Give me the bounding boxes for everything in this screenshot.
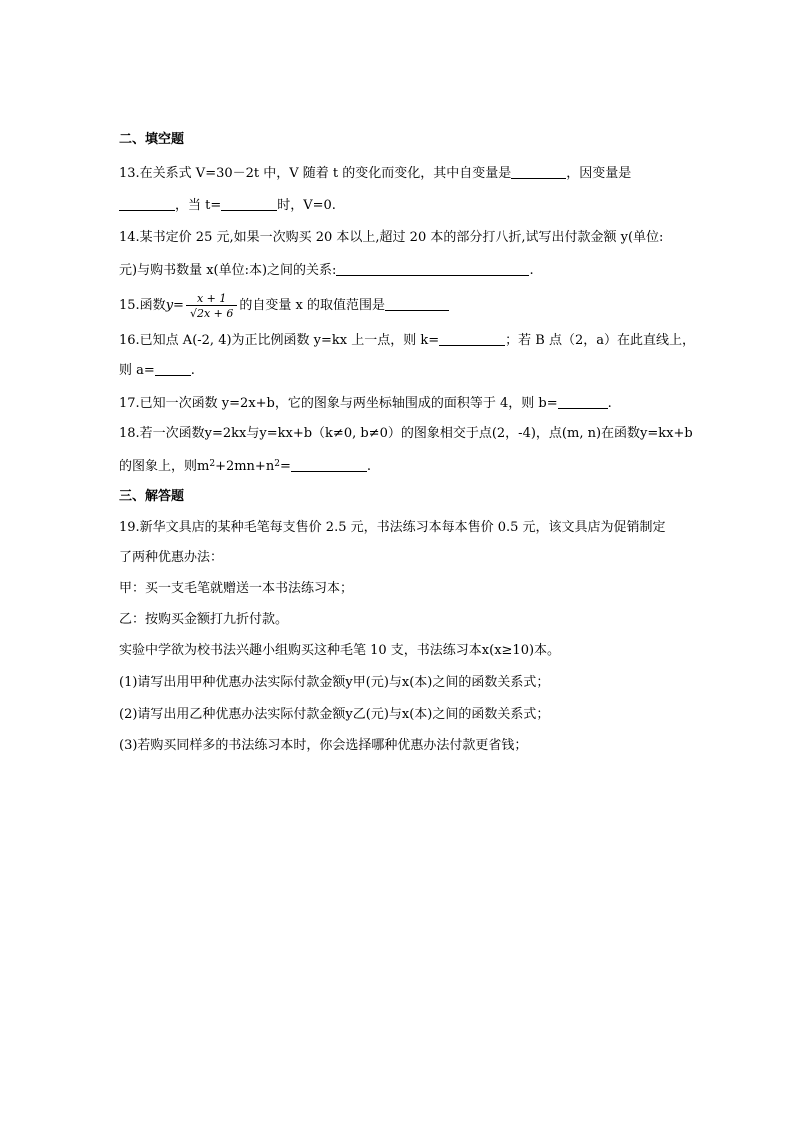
q19-line2: 了两种优惠办法： <box>119 550 224 565</box>
q13-text-a: 13.在关系式 V=30－2t 中，V 随着 t 的变化而变化，其中自变量是 <box>119 166 512 181</box>
q16-line1 <box>119 331 695 350</box>
q15-blank-range[interactable] <box>385 296 449 311</box>
q18-sup2: 2 <box>274 459 280 469</box>
q16-text-c: 则 a= <box>119 363 155 378</box>
q13-line2 <box>119 196 336 215</box>
q13-blank-t[interactable] <box>221 196 277 211</box>
q19-subquestion-2: (2)请写出用乙种优惠办法实际付款金额y乙(元)与x(本)之间的函数关系式； <box>119 707 550 722</box>
q13-blank-dependent[interactable] <box>119 196 175 211</box>
q16-text-b: ；若 B 点（2，a）在此直线上， <box>505 333 695 348</box>
q16-blank-a[interactable] <box>155 361 191 376</box>
q15-denominator: √2x + 6 <box>189 306 234 320</box>
q17-blank-b[interactable] <box>558 394 608 409</box>
q19-line5: 实验中学欲为校书法兴趣小组购买这种毛笔 10 支，书法练习本x(x≥10)本。 <box>119 643 561 658</box>
q18-text-c: = <box>279 459 291 474</box>
q15-prefix: 15.函数 <box>119 298 166 313</box>
q16-line2 <box>119 361 195 380</box>
q18-text-a: 的图象上，则m <box>119 459 210 474</box>
q18-sup1: 2 <box>209 459 216 469</box>
q13-text-d: 时，V=0. <box>277 198 336 213</box>
q19-subquestion-3: (3)若购买同样多的书法练习本时，你会选择哪种优惠办法付款更省钱； <box>119 738 528 753</box>
q17-text-a: 17.已知一次函数 y=2x+b，它的图象与两坐标轴围成的面积等于 4，则 b= <box>119 396 558 411</box>
q18-line2 <box>119 455 371 476</box>
fill-in-heading: 二、填空题 <box>119 132 185 147</box>
q13-blank-independent[interactable] <box>511 164 566 179</box>
q19-line1: 19.新华文具店的某种毛笔每支售价 2.5 元，书法练习本每本售价 0.5 元，该文具店为促销制定 <box>119 520 666 535</box>
q14-line2 <box>119 261 534 280</box>
q18-line1: 18.若一次函数y=2kx与y=kx+b（k≠0, b≠0）的图象相交于点(2，-4)，点(m, n)在函数y=kx+b <box>119 426 693 441</box>
q19-option-jia: 甲：买一支毛笔就赠送一本书法练习本； <box>119 581 354 596</box>
q15-fraction <box>186 292 237 320</box>
q15-suffix: 的自变量 x 的取值范围是 <box>239 298 385 313</box>
q15-numerator: x + 1 <box>186 292 237 306</box>
q19-option-yi: 乙：按购买金额打九折付款。 <box>119 612 289 627</box>
q19-subquestion-1: (1)请写出用甲种优惠办法实际付款金额y甲(元)与x(本)之间的函数关系式； <box>119 675 550 690</box>
q16-blank-k[interactable] <box>439 331 505 346</box>
q13-text-c: ，当 t= <box>175 198 222 213</box>
q14-text-a: 元)与购书数量 x(单位:本)之间的关系: <box>119 263 337 278</box>
q17-text-b: . <box>607 396 612 411</box>
q15-line <box>119 290 449 322</box>
q18-blank-value[interactable] <box>291 457 367 472</box>
q18-text-d: . <box>366 459 371 474</box>
q13-text-b: ，因变量是 <box>566 166 632 181</box>
q14-text-b: . <box>529 263 534 278</box>
q16-text-a: 16.已知点 A(-2, 4)为正比例函数 y=kx 上一点，则 k= <box>119 333 440 348</box>
q16-text-d: . <box>190 363 195 378</box>
q15-eq: = <box>173 298 184 313</box>
q14-line1: 14.某书定价 25 元,如果一次购买 20 本以上,超过 20 本的部分打八折,试写出付款金额 y(单位: <box>119 230 664 245</box>
answer-heading: 三、解答题 <box>119 489 185 504</box>
q17-line <box>119 394 612 413</box>
q13-line1 <box>119 164 631 183</box>
q18-text-b: +2mn+n <box>215 459 275 474</box>
q15-y: y <box>165 298 174 313</box>
q14-blank-relation[interactable] <box>336 261 529 276</box>
